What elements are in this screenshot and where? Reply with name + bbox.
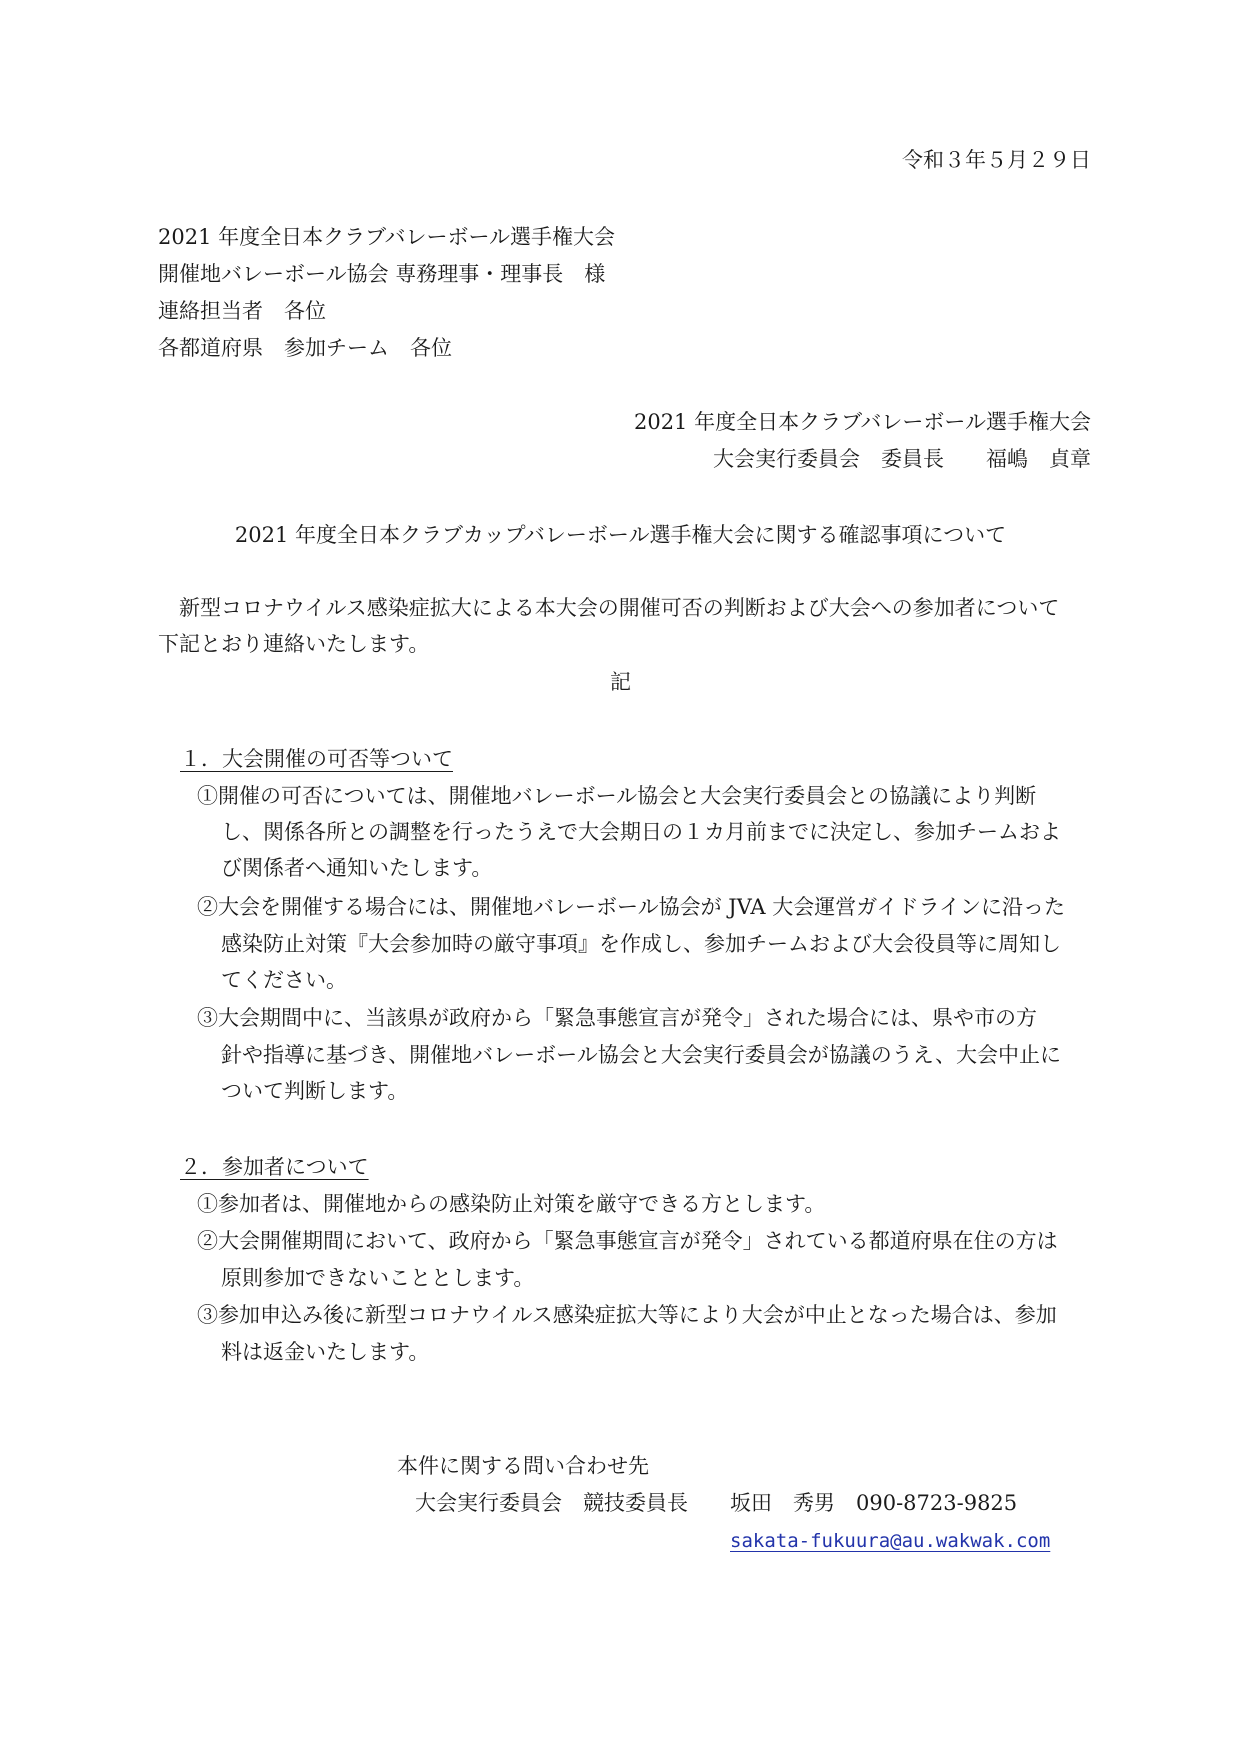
recipient-line: 2021 年度全日本クラブバレーボール選手権大会 (158, 225, 616, 249)
section-2-line: 原則参加できないこととします。 (221, 1266, 535, 1290)
recipient-line: 開催地バレーボール協会 専務理事・理事長 様 (158, 262, 606, 286)
sender-organization: 2021 年度全日本クラブバレーボール選手権大会 (633, 410, 1091, 434)
contact-email-link[interactable]: sakata-fukuura@au.wakwak.com (730, 1530, 1051, 1552)
section-1-line: ②大会を開催する場合には、開催地バレーボール協会が JVA 大会運営ガイドラインに沿った (197, 895, 1065, 919)
contact-heading: 本件に関する問い合わせ先 (397, 1454, 649, 1478)
section-1-line: てください。 (221, 968, 347, 992)
section-1-line: ①開催の可否については、開催地バレーボール協会と大会実行委員会との協議により判断 (197, 784, 1037, 808)
contact-person: 大会実行委員会 競技委員長 坂田 秀男 090-8723-9825 (415, 1491, 1018, 1515)
section-2-line: ②大会開催期間において、政府から「緊急事態宣言が発令」されている都道府県在住の方は (197, 1229, 1058, 1253)
section-1-heading: １．大会開催の可否等ついて (180, 747, 453, 771)
section-1-line: び関係者へ通知いたします。 (221, 856, 493, 880)
section-1-line: 感染防止対策『大会参加時の厳守事項』を作成し、参加チームおよび大会役員等に周知し (221, 932, 1061, 956)
ki-mark: 記 (610, 670, 631, 694)
section-2-line: ③参加申込み後に新型コロナウイルス感染症拡大等により大会が中止となった場合は、参加 (197, 1303, 1057, 1327)
intro-line: 下記とおり連絡いたします。 (158, 632, 430, 656)
sender-name: 大会実行委員会 委員長 福嶋 貞章 (713, 447, 1091, 471)
section-1-line: し、関係各所との調整を行ったうえで大会期日の１カ月前までに決定し、参加チームおよ (221, 820, 1061, 844)
section-2-line: ①参加者は、開催地からの感染防止対策を厳守できる方とします。 (197, 1192, 826, 1216)
recipient-line: 各都道府県 参加チーム 各位 (158, 336, 452, 360)
recipient-line: 連絡担当者 各位 (158, 299, 326, 323)
document-date: 令和３年５月２９日 (902, 148, 1091, 172)
document-subject: 2021 年度全日本クラブカップバレーボール選手権大会に関する確認事項について (234, 523, 1007, 547)
section-1-line: 針や指導に基づき、開催地バレーボール協会と大会実行委員会が協議のうえ、大会中止に (221, 1043, 1061, 1067)
section-1-line: ついて判断します。 (221, 1079, 409, 1103)
section-2-line: 料は返金いたします。 (221, 1340, 430, 1364)
section-1-line: ③大会期間中に、当該県が政府から「緊急事態宣言が発令」された場合には、県や市の方 (197, 1006, 1037, 1030)
intro-line: 新型コロナウイルス感染症拡大による本大会の開催可否の判断および大会への参加者について (158, 596, 1060, 620)
section-2-heading: ２．参加者について (180, 1155, 369, 1179)
